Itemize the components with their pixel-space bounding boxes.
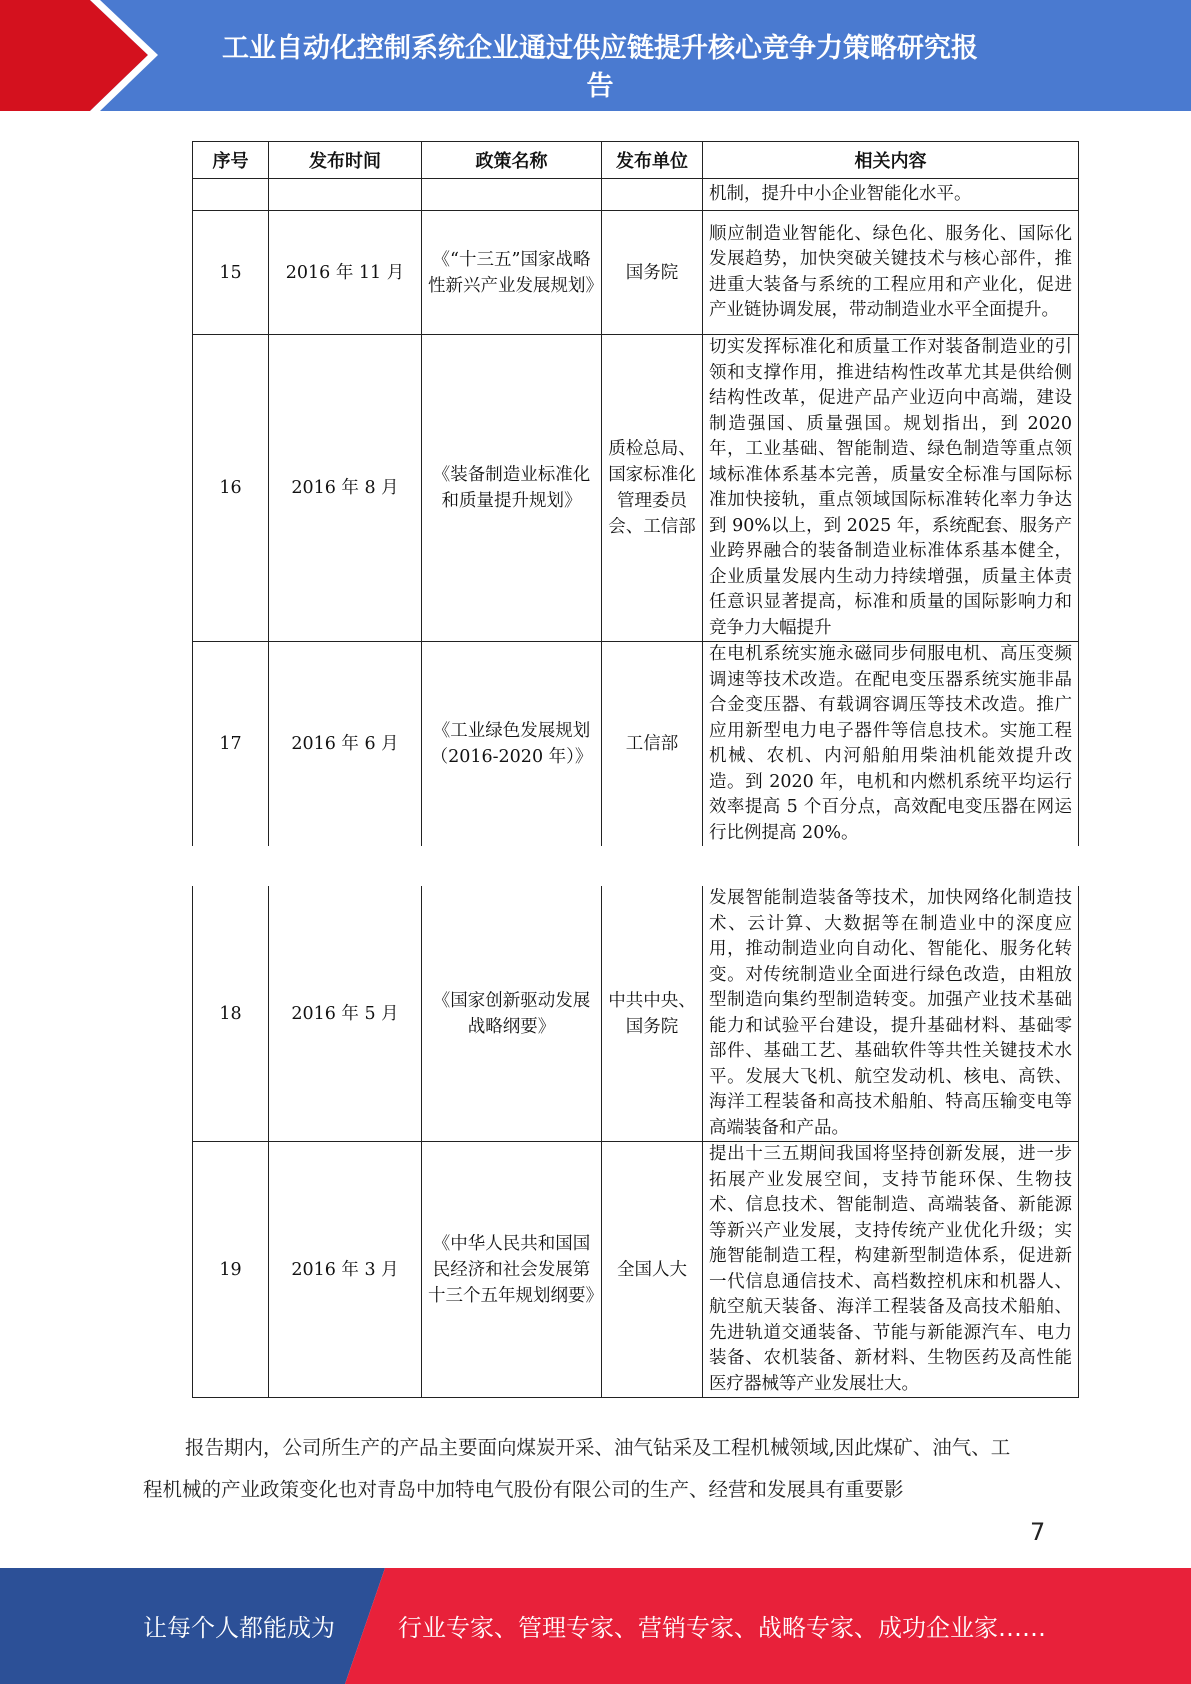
body-paragraph: 报告期内，公司所生产的产品主要面向煤炭开采、油气钻采及工程机械领域,因此煤矿、油气、工程机械的产业政策变化也对青岛中加特电气股份有限公司的生产、经营和发展具有重要影: [143, 1436, 1011, 1501]
cell-date: 2016 年 8 月: [269, 335, 422, 642]
cell-name: 《中华人民共和国国民经济和社会发展第十三个五年规划纲要》: [422, 1142, 602, 1398]
cell-issuer: 工信部: [602, 642, 703, 847]
cell-no: 16: [193, 335, 269, 642]
table-row: [193, 642, 1079, 847]
cell-no: 19: [193, 1142, 269, 1398]
cell-name: 《工业绿色发展规划（2016-2020 年）》: [422, 642, 602, 847]
cell-date: 2016 年 11 月: [269, 211, 422, 335]
header-no: 序号: [193, 142, 269, 179]
page-header: [0, 0, 1191, 111]
table-row: [193, 1142, 1079, 1398]
table-row: [193, 179, 1079, 211]
table-row: [193, 211, 1079, 335]
cell-name: 《“十三五”国家战略性新兴产业发展规划》: [422, 211, 602, 335]
cell-empty: [422, 179, 602, 211]
cell-date: 2016 年 6 月: [269, 642, 422, 847]
cell-content: 发展智能制造装备等技术，加快网络化制造技术、云计算、大数据等在制造业中的深度应用，推动制造业向自动化、智能化、服务化转变。对传统制造业全面进行绿色改造，由粗放型制造向集约型制造转变。加强产业技术基础能力和试验平台建设，提升基础材料、基础零部件、基础工艺、基础软件等共性关键技术水平。发展大飞机、航空发动机、核电、高铁、海洋工程装备和高技术船舶、特高压输变电等高端装备和产品。: [703, 886, 1079, 1142]
header-name: 政策名称: [422, 142, 602, 179]
page-number: 7: [1030, 1518, 1046, 1546]
cell-content: 在电机系统实施永磁同步伺服电机、高压变频调速等技术改造。在配电变压器系统实施非晶合金变压器、有载调容调压等技术改造。推广应用新型电力电子器件等信息技术。实施工程机械、农机、内河船舶用柴油机能效提升改造。到 2020 年，电机和内燃机系统平均运行效率提高 5 个百分点，高效配电变压器在网运行比例提高 20%。: [703, 642, 1079, 847]
table-header-row: [193, 142, 1079, 179]
report-title-line-1: 工业自动化控制系统企业通过供应链提升核心竞争力策略研究报: [222, 33, 978, 64]
table-row: [193, 335, 1079, 642]
cell-issuer: 国务院: [602, 211, 703, 335]
cell-issuer: 全国人大: [602, 1142, 703, 1398]
header-content: 相关内容: [703, 142, 1079, 179]
header-date: 发布时间: [269, 142, 422, 179]
footer-slogan-left: 让每个人都能成为: [143, 1614, 335, 1642]
report-title: [160, 30, 1040, 106]
policy-table-part-1: [192, 141, 1079, 846]
cell-no: 17: [193, 642, 269, 847]
cell-empty: [269, 179, 422, 211]
cell-empty: [602, 179, 703, 211]
cell-issuer: 质检总局、国家标准化管理委员会、工信部: [602, 335, 703, 642]
policy-table-part-2: [192, 886, 1079, 1398]
cell-content: 切实发挥标准化和质量工作对装备制造业的引领和支撑作用，推进结构性改革尤其是供给侧结构性改革，促进产品产业迈向中高端，建设制造强国、质量强国。规划指出，到 2020 年，工业基础、智能制造、绿色制造等重点领域标准体系基本完善，质量安全标准与国际标准加快接轨，重点领域国际标准转化率力争达到 90%以上，到 2025 年，系统配套、服务产业跨界融合的装备制造业标准体系基本健全，企业质量发展内生动力持续增强，质量主体责任意识显著提高，标准和质量的国际影响力和竞争力大幅提升: [703, 335, 1079, 642]
report-title-line-2: 告: [586, 71, 614, 102]
cell-content: 顺应制造业智能化、绿色化、服务化、国际化发展趋势，加快突破关键技术与核心部件，推进重大装备与系统的工程应用和产业化，促进产业链协调发展，带动制造业水平全面提升。: [703, 211, 1079, 335]
table-row: [193, 886, 1079, 1142]
footer-slogan-right: 行业专家、管理专家、营销专家、战略专家、成功企业家……: [398, 1614, 1046, 1642]
cell-content: 机制，提升中小企业智能化水平。: [703, 179, 1079, 211]
cell-no: 18: [193, 886, 269, 1142]
cell-date: 2016 年 5 月: [269, 886, 422, 1142]
cell-issuer: 中共中央、国务院: [602, 886, 703, 1142]
cell-no: 15: [193, 211, 269, 335]
page-footer: [0, 1568, 1191, 1684]
cell-name: 《装备制造业标准化和质量提升规划》: [422, 335, 602, 642]
cell-content: 提出十三五期间我国将坚持创新发展，进一步拓展产业发展空间，支持节能环保、生物技术、信息技术、智能制造、高端装备、新能源等新兴产业发展，支持传统产业优化升级；实施智能制造工程，构建新型制造体系，促进新一代信息通信技术、高档数控机床和机器人、航空航天装备、海洋工程装备及高技术船舶、先进轨道交通装备、节能与新能源汽车、电力装备、农机装备、新材料、生物医药及高性能医疗器械等产业发展壮大。: [703, 1142, 1079, 1398]
cell-name: 《国家创新驱动发展战略纲要》: [422, 886, 602, 1142]
header-issuer: 发布单位: [602, 142, 703, 179]
cell-empty: [193, 179, 269, 211]
cell-date: 2016 年 3 月: [269, 1142, 422, 1398]
